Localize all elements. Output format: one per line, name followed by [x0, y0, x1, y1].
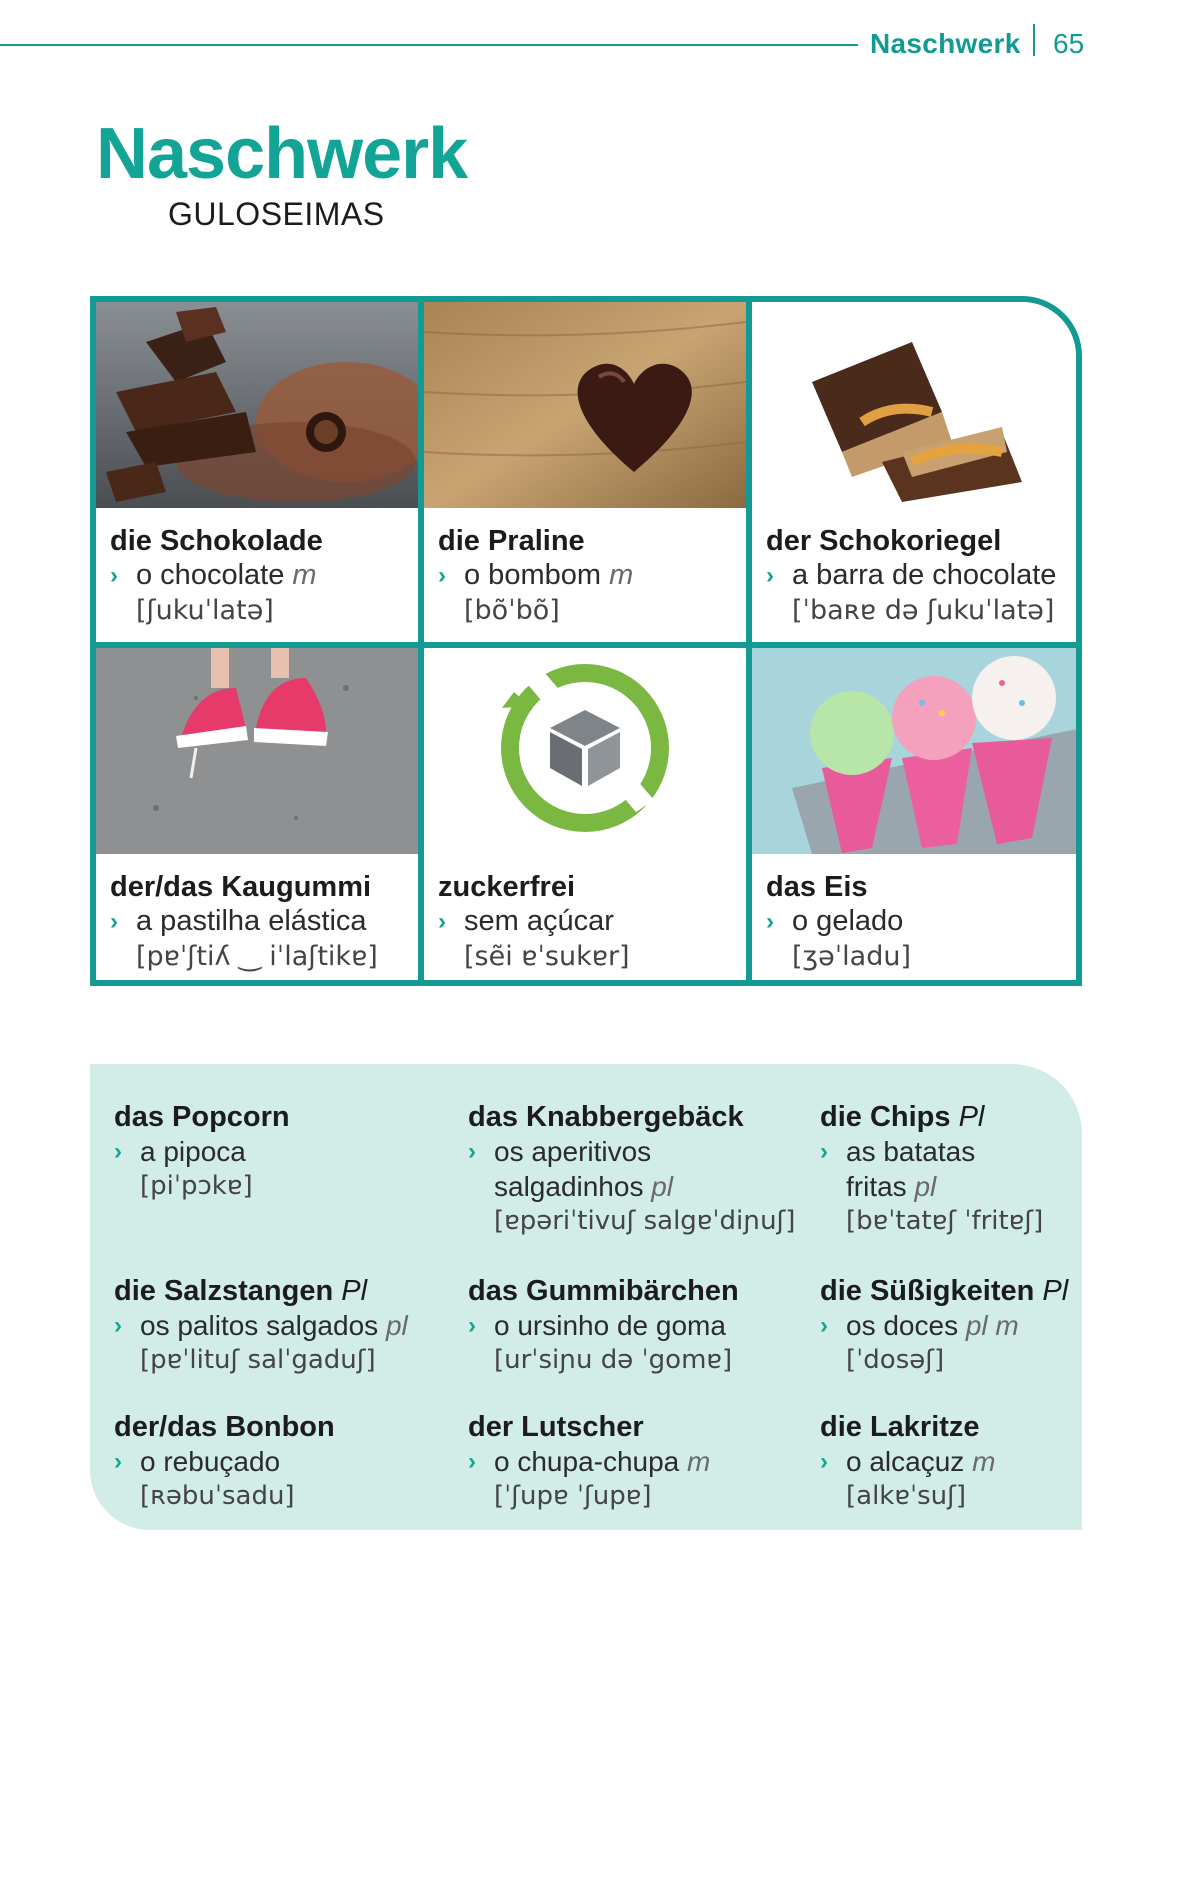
vocab-card: [96, 648, 418, 980]
pronunciation: [ˈʃupɐ ˈʃupɐ]: [494, 1481, 652, 1511]
vocab-entry: die Süßigkeiten Pl › os doces pl m [ˈdosəʃ]: [820, 1274, 1068, 1378]
pronunciation: [ʒəˈladu]: [792, 941, 911, 972]
chewing-gum-shoe-photo: [96, 648, 418, 854]
portuguese-term: › a pastilha elástica: [110, 905, 367, 937]
chocolate-pieces-photo: [96, 302, 418, 508]
ice-cream-photo: [752, 648, 1082, 854]
pronunciation: [pɐˈlituʃ salˈgaduʃ]: [140, 1345, 376, 1375]
page-title: Naschwerk: [96, 114, 468, 194]
pronunciation: [alkɐˈsuʃ]: [846, 1481, 967, 1511]
chevron-right-icon: ›: [114, 1138, 122, 1165]
german-term: der/das Kaugummi: [110, 871, 372, 903]
chevron-right-icon: ›: [468, 1448, 476, 1475]
vocab-entry: die Chips Pl › as batatas fritas pl [bɐˈtatɐʃ ˈfritɐʃ]: [820, 1100, 1043, 1239]
vocab-card: [424, 648, 746, 980]
chevron-right-icon: ›: [114, 1448, 122, 1475]
chevron-right-icon: ›: [820, 1448, 828, 1475]
pronunciation: [urˈsiɲu də ˈgomɐ]: [494, 1345, 733, 1375]
chevron-right-icon: ›: [110, 562, 118, 589]
vocab-entry: der Lutscher › o chupa-chupa m [ˈʃupɐ ˈʃupɐ]: [468, 1410, 710, 1514]
vocab-entry: das Popcorn › a pipoca [piˈpɔkɐ]: [114, 1100, 290, 1204]
chevron-right-icon: ›: [468, 1138, 476, 1165]
chevron-right-icon: ›: [438, 562, 446, 589]
pronunciation: [bɐˈtatɐʃ ˈfritɐʃ]: [846, 1206, 1044, 1236]
pronunciation: [bõˈbõ]: [464, 595, 560, 626]
chevron-right-icon: ›: [110, 908, 118, 935]
vocab-entry: der/das Bonbon › o rebuçado [ʀəbuˈsadu]: [114, 1410, 335, 1514]
chevron-right-icon: ›: [468, 1312, 476, 1339]
portuguese-term: › o gelado: [766, 905, 904, 937]
vocab-card: [752, 302, 1082, 642]
vocab-card: [752, 648, 1082, 980]
portuguese-term: › o chocolate m: [110, 559, 317, 591]
portuguese-term: › sem açúcar: [438, 905, 614, 937]
vocab-grid: [90, 296, 1082, 986]
chevron-right-icon: ›: [820, 1312, 828, 1339]
chevron-right-icon: ›: [438, 908, 446, 935]
vocab-card: [96, 302, 418, 642]
page-number: 65: [1053, 28, 1085, 59]
vocab-entry: das Knabbergebäck › os aperitivos salgadinhos pl [ɐpəriˈtivuʃ salgɐˈdiɲuʃ]: [468, 1100, 795, 1239]
german-term: zuckerfrei: [438, 871, 576, 903]
pronunciation: [sẽi ɐˈsukɐr]: [464, 941, 630, 972]
portuguese-term: › a barra de chocolate: [766, 559, 1057, 591]
german-term: das Eis: [766, 871, 868, 903]
german-term: der Schokoriegel: [766, 525, 1002, 557]
page-subtitle: GULOSEIMAS: [168, 196, 385, 232]
vocab-entry: die Salzstangen Pl › os palitos salgados pl [pɐˈlituʃ salˈgaduʃ]: [114, 1274, 408, 1378]
chocolate-bar-photo: [752, 302, 1082, 508]
german-term: die Praline: [438, 525, 585, 557]
chevron-right-icon: ›: [820, 1138, 828, 1165]
vocab-list-panel: [90, 1064, 1082, 1530]
header-rule: [0, 44, 858, 46]
portuguese-term: › o bombom m: [438, 559, 634, 591]
pronunciation: [ʃukuˈlatə]: [136, 595, 274, 626]
pronunciation: [ˈdosəʃ]: [846, 1345, 945, 1375]
chocolate-heart-photo: [424, 302, 746, 508]
vocab-card: [424, 302, 746, 642]
chevron-right-icon: ›: [114, 1312, 122, 1339]
pronunciation: [piˈpɔkɐ]: [140, 1171, 253, 1201]
section-name: Naschwerk: [870, 28, 1021, 59]
vocab-entry: die Lakritze › o alcaçuz m [alkɐˈsuʃ]: [820, 1410, 995, 1514]
header-separator: [1033, 24, 1035, 56]
chevron-right-icon: ›: [766, 562, 774, 589]
chevron-right-icon: ›: [766, 908, 774, 935]
german-term: die Schokolade: [110, 525, 323, 557]
pronunciation: [ʀəbuˈsadu]: [140, 1481, 295, 1511]
pronunciation: [ˈbaʀɐ də ʃukuˈlatə]: [792, 595, 1055, 626]
pronunciation: [ɐpəriˈtivuʃ salgɐˈdiɲuʃ]: [494, 1206, 796, 1236]
vocab-entry: das Gummibärchen › o ursinho de goma [urˈsiɲu də ˈgomɐ]: [468, 1274, 739, 1378]
pronunciation: [pɐˈʃtiʎ ‿ iˈlaʃtikɐ]: [136, 941, 378, 972]
sugar-free-icon: [424, 648, 746, 854]
